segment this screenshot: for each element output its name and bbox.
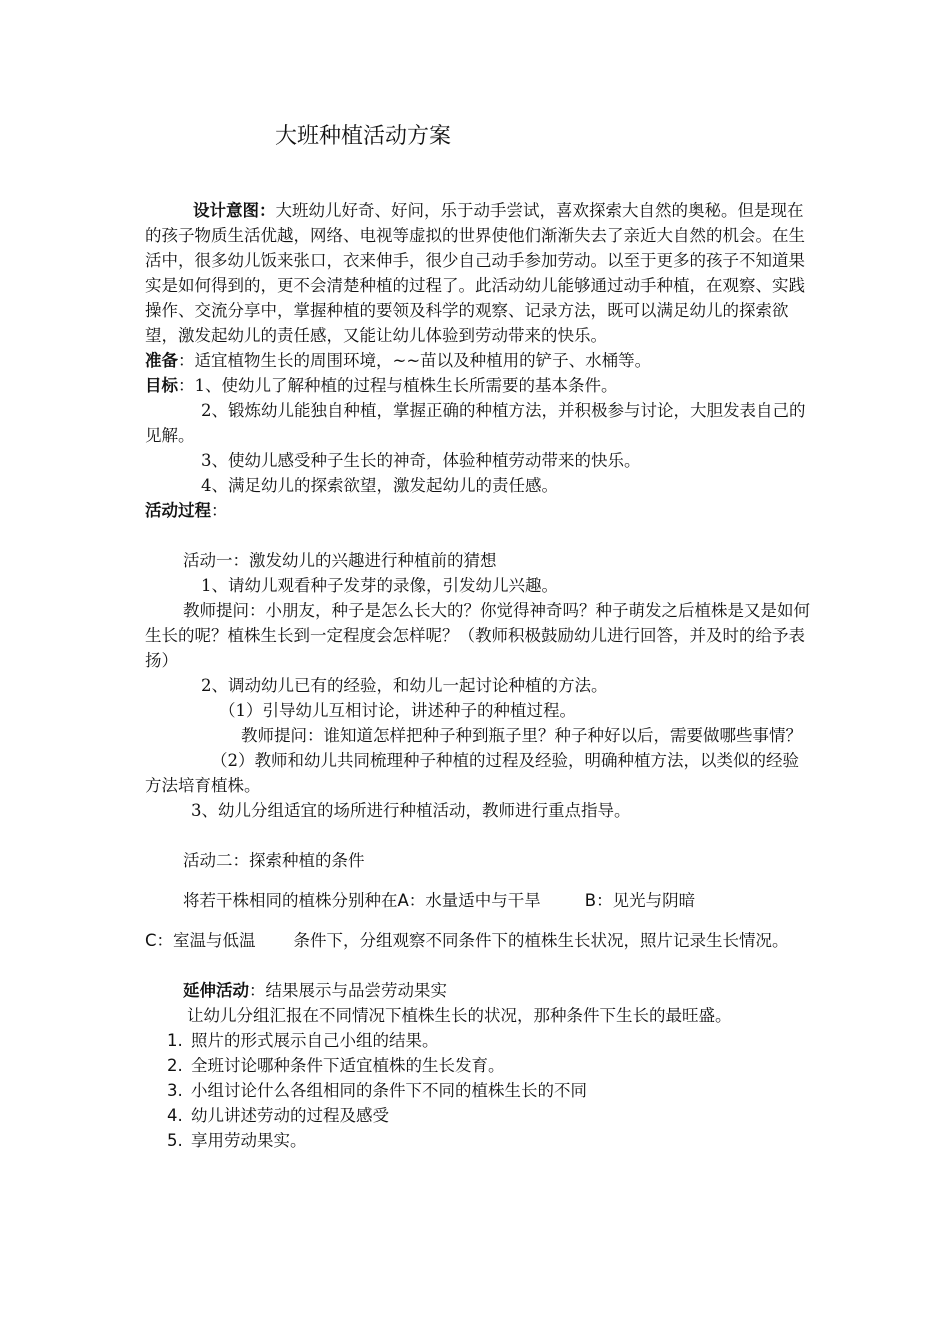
activity-one-step: 1、请幼儿观看种子发芽的录像，引发幼儿兴趣。 <box>201 576 558 595</box>
process-heading <box>145 498 810 523</box>
extension-list <box>145 1028 810 1153</box>
condition-a-text: ：水量适中与干旱 <box>408 891 541 910</box>
condition-b-text: ：见光与阴暗 <box>596 891 696 910</box>
process-label: 活动过程 <box>145 501 211 520</box>
preparation-text: 适宜植物生长的周围环境，~~苗以及种植用的铲子、水桶等。 <box>194 351 652 370</box>
goal-item: 3、使幼儿感受种子生长的神奇，体验种植劳动带来的快乐。 <box>201 451 641 470</box>
activity-one-substep: （1）引导幼儿互相讨论，讲述种子的种植过程。 <box>219 701 576 720</box>
preparation-paragraph <box>145 348 810 373</box>
teacher-question: 教师提问：小朋友，种子是怎么长大的？你觉得神奇吗？种子萌发之后植株是又是如何生长的呢？植株生长到一定程度会怎样呢？（教师积极鼓励幼儿进行回答，并及时的给予表扬） <box>145 601 810 670</box>
condition-c-text: ：室温与低温 <box>156 931 256 950</box>
preparation-colon: ： <box>178 351 195 370</box>
goals-label: 目标 <box>145 376 178 395</box>
preparation-label: 准备 <box>145 351 178 370</box>
activity-two-heading: 活动二：探索种植的条件 <box>183 851 365 870</box>
goal-item: 4、满足幼儿的探索欲望，激发起幼儿的责任感。 <box>201 476 558 495</box>
activity-one-step: 2、调动幼儿已有的经验，和幼儿一起讨论种植的方法。 <box>201 676 608 695</box>
condition-b-label: B <box>584 891 597 910</box>
document-title: 大班种植活动方案 <box>275 124 452 149</box>
list-item: 4. 幼儿讲述劳动的过程及感受 <box>167 1106 389 1125</box>
activity-two-conditions-line <box>145 888 810 913</box>
extension-colon: ： <box>249 981 266 1000</box>
activity-one-substep: （2）教师和幼儿共同梳理种子种植的过程及经验，明确种植方法，以类似的经验方法培育植株。 <box>145 751 799 795</box>
activity-two-text: 将若干株相同的植株分别种在 <box>183 891 398 910</box>
goal-item: 1、使幼儿了解种植的过程与植株生长所需要的基本条件。 <box>194 376 618 395</box>
list-item: 2. 全班讨论哪种条件下适宜植株的生长发育。 <box>167 1056 505 1075</box>
activity-two-observation <box>145 928 810 953</box>
design-intent-text: 大班幼儿好奇、好问，乐于动手尝试，喜欢探索大自然的奥秘。但是现在的孩子物质生活优越，网络、电视等虚拟的世界使他们渐渐失去了亲近大自然的机会。在生活中，很多幼儿饭来张口，衣来伸手，很少自己动手参加劳动。以至于更多的孩子不知道果实是如何得到的，更不会清楚种植的过程了。此活动幼儿能够通过动手种植，在观察、实践操作、交流分享中，掌握种植的要领及科学的观察、记录方法，既可以满足幼儿的探索欲望，激发起幼儿的责任感，又能让幼儿体验到劳动带来的快乐。 <box>145 201 805 345</box>
extension-subtitle: 结果展示与品尝劳动果实 <box>265 981 447 1000</box>
extension-intro: 让幼儿分组汇报在不同情况下植株生长的状况，那种条件下生长的最旺盛。 <box>187 1006 732 1025</box>
condition-a-label: A <box>397 891 409 910</box>
activity-one-step: 3、幼儿分组适宜的场所进行种植活动，教师进行重点指导。 <box>191 801 631 820</box>
list-item: 1. 照片的形式展示自己小组的结果。 <box>167 1031 439 1050</box>
goals-colon: ： <box>178 376 195 395</box>
process-colon: ： <box>211 501 228 520</box>
design-intent-paragraph <box>145 198 810 348</box>
condition-c-label: C <box>145 931 157 950</box>
document-body <box>145 198 810 1153</box>
list-item: 5. 享用劳动果实。 <box>167 1131 307 1150</box>
goal-item: 2、锻炼幼儿能独自种植，掌握正确的种植方法，并积极参与讨论，大胆发表自己的见解。 <box>145 401 806 445</box>
activity-two-rest: 条件下，分组观察不同条件下的植株生长状况，照片记录生长情况。 <box>293 931 789 950</box>
design-intent-label: 设计意图 <box>193 201 259 220</box>
extension-heading <box>145 978 810 1003</box>
design-intent-colon: ： <box>259 201 276 220</box>
goals-paragraph <box>145 373 810 398</box>
activity-one-heading: 活动一：激发幼儿的兴趣进行种植前的猜想 <box>183 551 497 570</box>
teacher-question: 教师提问：谁知道怎样把种子种到瓶子里？种子种好以后，需要做哪些事情？ <box>241 726 802 745</box>
list-item: 3. 小组讨论什么各组相同的条件下不同的植株生长的不同 <box>167 1081 587 1100</box>
extension-label: 延伸活动 <box>183 981 249 1000</box>
